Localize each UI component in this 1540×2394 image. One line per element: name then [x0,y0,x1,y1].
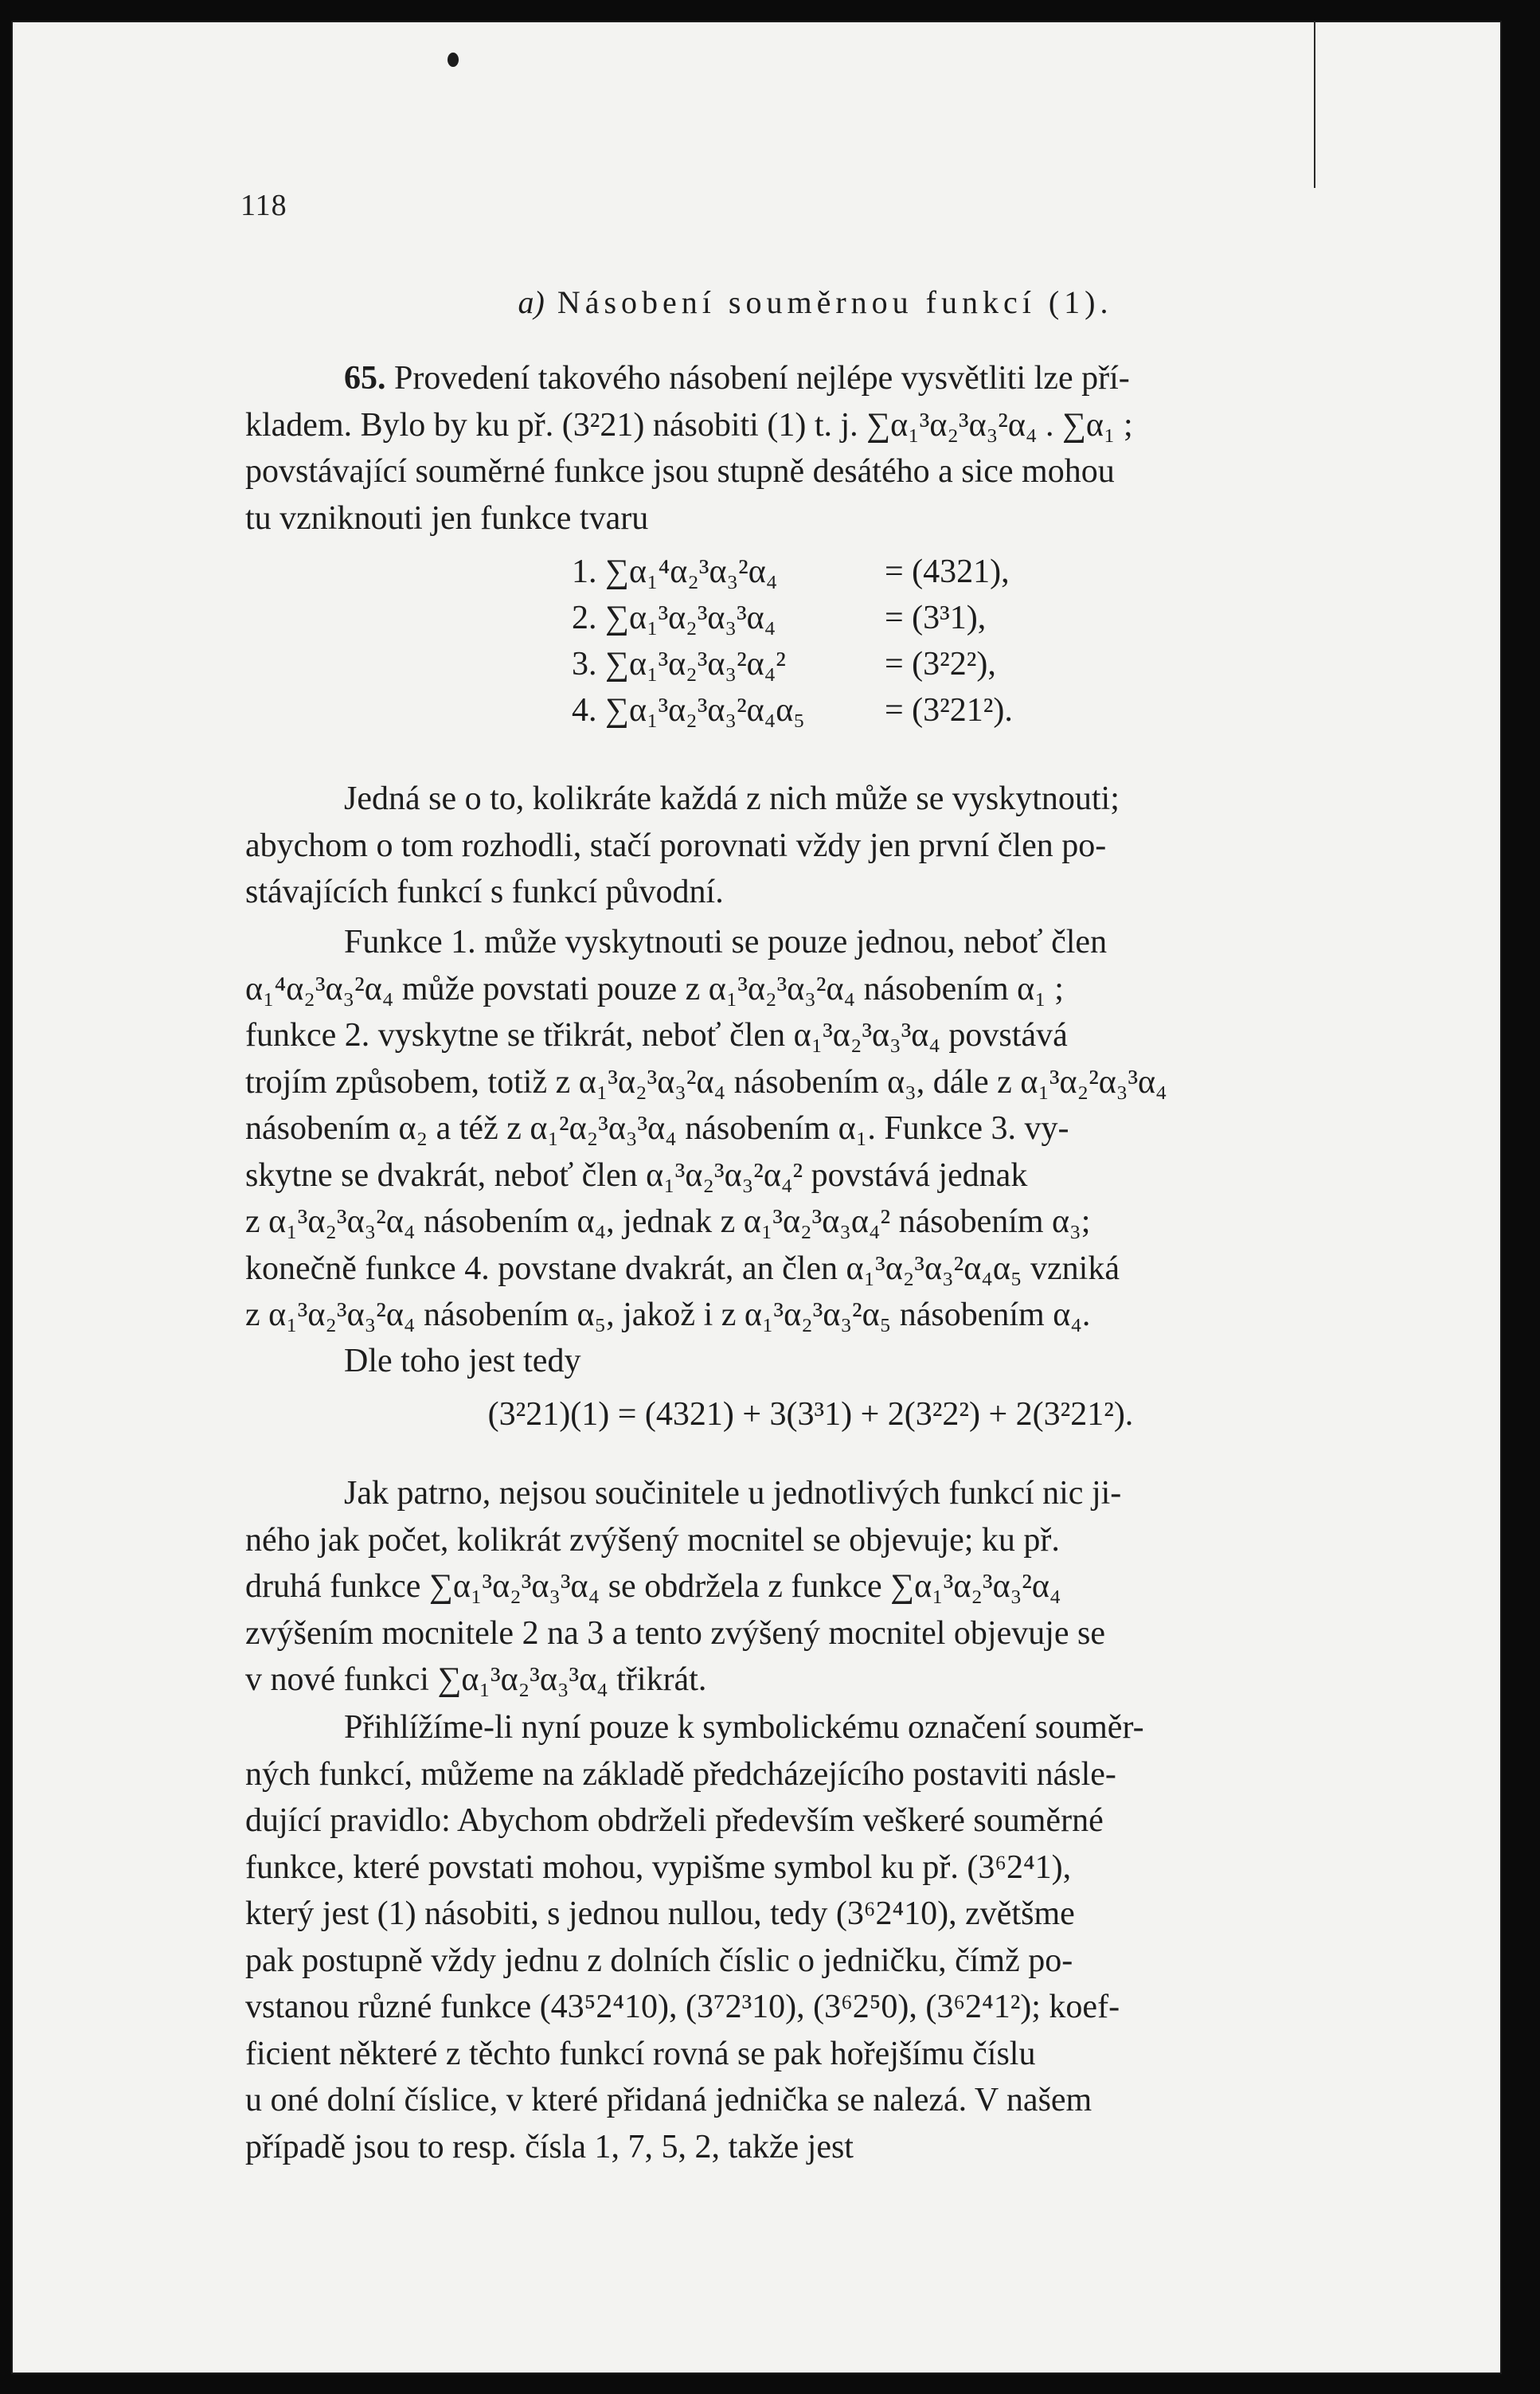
text-line: funkce 2. vyskytne se třikrát, neboť člen α₁³α₂³α₃³α₄ povstává [245,1017,1068,1054]
text-line: v nové funkci ∑α₁³α₂³α₃³α₄ třikrát. [245,1661,707,1698]
text-line: konečně funkce 4. povstane dvakrát, an člen α₁³α₂³α₃²α₄α₅ vzniká [245,1250,1120,1287]
text-line: Funkce 1. může vyskytnouti se pouze jednou, neboť člen [344,924,1108,960]
paragraph-4 [245,1470,1376,1704]
equation-rhs: = (3²21²). [885,692,1013,729]
text-line: násobením α₂ a též z α₁²α₂³α₃³α₄ násobením α₁. Funkce 3. vy- [245,1110,1069,1147]
text-line: ficient některé z těchto funkcí rovná se pak hořejšímu číslu [245,2035,1036,2072]
text-line: zvýšením mocnitele 2 na 3 a tento zvýšený mocnitel objevuje se [245,1614,1106,1652]
equation-rhs: = (3³1), [885,600,987,636]
intro-line: tu vzniknouti jen funkce tvaru [245,499,649,537]
text-line: Přihlížíme-li nyní pouze k symbolickému označení souměr- [344,1709,1144,1746]
text-line: ných funkcí, můžeme na základě předcházejícího postaviti násle- [245,1755,1116,1793]
text-line: stávajících funkcí s funkcí původní. [245,874,724,910]
book-page [11,21,1502,2374]
text-line: u oné dolní číslice, v které přidaná jednička se nalezá. V našem [245,2082,1092,2118]
ink-dot [448,53,459,67]
text-line: pak postupně vždy jednu z dolních číslic o jedničku, čímž po- [245,1942,1073,1979]
text-line: Jak patrno, nejsou součinitele u jednotlivých funkcí nic ji- [344,1475,1122,1512]
text-line: dující pravidlo: Abychom obdrželi především veškeré souměrné [245,1802,1104,1839]
equation-lhs: 1. ∑α₁⁴α₂³α₃²α₄ [572,554,778,590]
text-line: z α₁³α₂³α₃²α₄ násobením α₄, jednak z α₁³α₂³α₃α₄² násobením α₃; [245,1203,1091,1240]
text-line: druhá funkce ∑α₁³α₂³α₃³α₄ se obdržela z funkce ∑α₁³α₂³α₃²α₄ [245,1568,1061,1605]
text-line: Dle toho jest tedy [344,1343,581,1379]
margin-line [1314,21,1315,188]
paragraph-2 [245,919,1376,1339]
text-line: z α₁³α₂³α₃²α₄ násobením α₅, jakož i z α₁³α₂³α₃²α₅ násobením α₄. [245,1297,1091,1333]
intro-line: povstávající souměrné funkce jsou stupně desátého a sice mohou [245,453,1115,490]
page-number: 118 [240,189,287,222]
paragraph-1 [245,776,1376,916]
heading-title: Násobení souměrnou funkcí (1). [557,284,1113,320]
text-line: α₁⁴α₂³α₃²α₄ může povstati pouze z α₁³α₂³α₃²α₄ násobením α₁ ; [245,970,1064,1007]
text-line: abychom o tom rozhodli, stačí porovnati vždy jen první člen po- [245,827,1107,864]
text-line: Jedná se o to, kolikráte každá z nich může se vyskytnouti; [344,780,1120,817]
text-line: skytne se dvakrát, neboť člen α₁³α₂³α₃²α₄² povstává jednak [245,1156,1028,1194]
text-line: který jest (1) násobiti, s jednou nullou, tedy (3⁶2⁴10), zvětšme [245,1895,1075,1932]
section-number: 65. [344,360,386,397]
text-line: případě jsou to resp. čísla 1, 7, 5, 2, takže jest [245,2128,854,2165]
equation-lhs: 2. ∑α₁³α₂³α₃³α₄ [572,600,776,636]
equation-rhs: = (3²2²), [885,646,996,683]
text-line: funkce, které povstati mohou, vypišme symbol ku př. (3⁶2⁴1), [245,1848,1072,1886]
equation-lhs: 4. ∑α₁³α₂³α₃²α₄α₅ [572,692,805,729]
paragraph-5 [245,1704,1376,2170]
heading-label: a) [518,284,545,320]
text-line: trojím způsobem, totiž z α₁³α₂³α₃²α₄ násobením α₃, dále z α₁³α₂²α₃³α₄ [245,1063,1167,1101]
equation-lhs: 3. ∑α₁³α₂³α₃²α₄² [572,646,786,683]
main-equation: (3²21)(1) = (4321) + 3(3³1) + 2(3²2²) + 2(3²21²). [487,1396,1134,1433]
intro-paragraph [245,355,1376,542]
intro-line: 65. Provedení takového násobení nejlépe vysvětliti lze pří- [344,360,1130,397]
section-heading [242,284,1389,321]
text-line: ného jak počet, kolikrát zvýšený mocnitel se objevuje; ku př. [245,1521,1060,1559]
paragraph-3 [245,1338,1376,1385]
text-line: vstanou různé funkce (43⁵2⁴10), (3⁷2³10), (3⁶2⁵0), (3⁶2⁴1²); koef- [245,1989,1120,2025]
equation-rhs: = (4321), [885,554,1010,590]
intro-line: kladem. Bylo by ku př. (3²21) násobiti (1) t. j. ∑α₁³α₂³α₃²α₄ . ∑α₁ ; [245,406,1133,444]
